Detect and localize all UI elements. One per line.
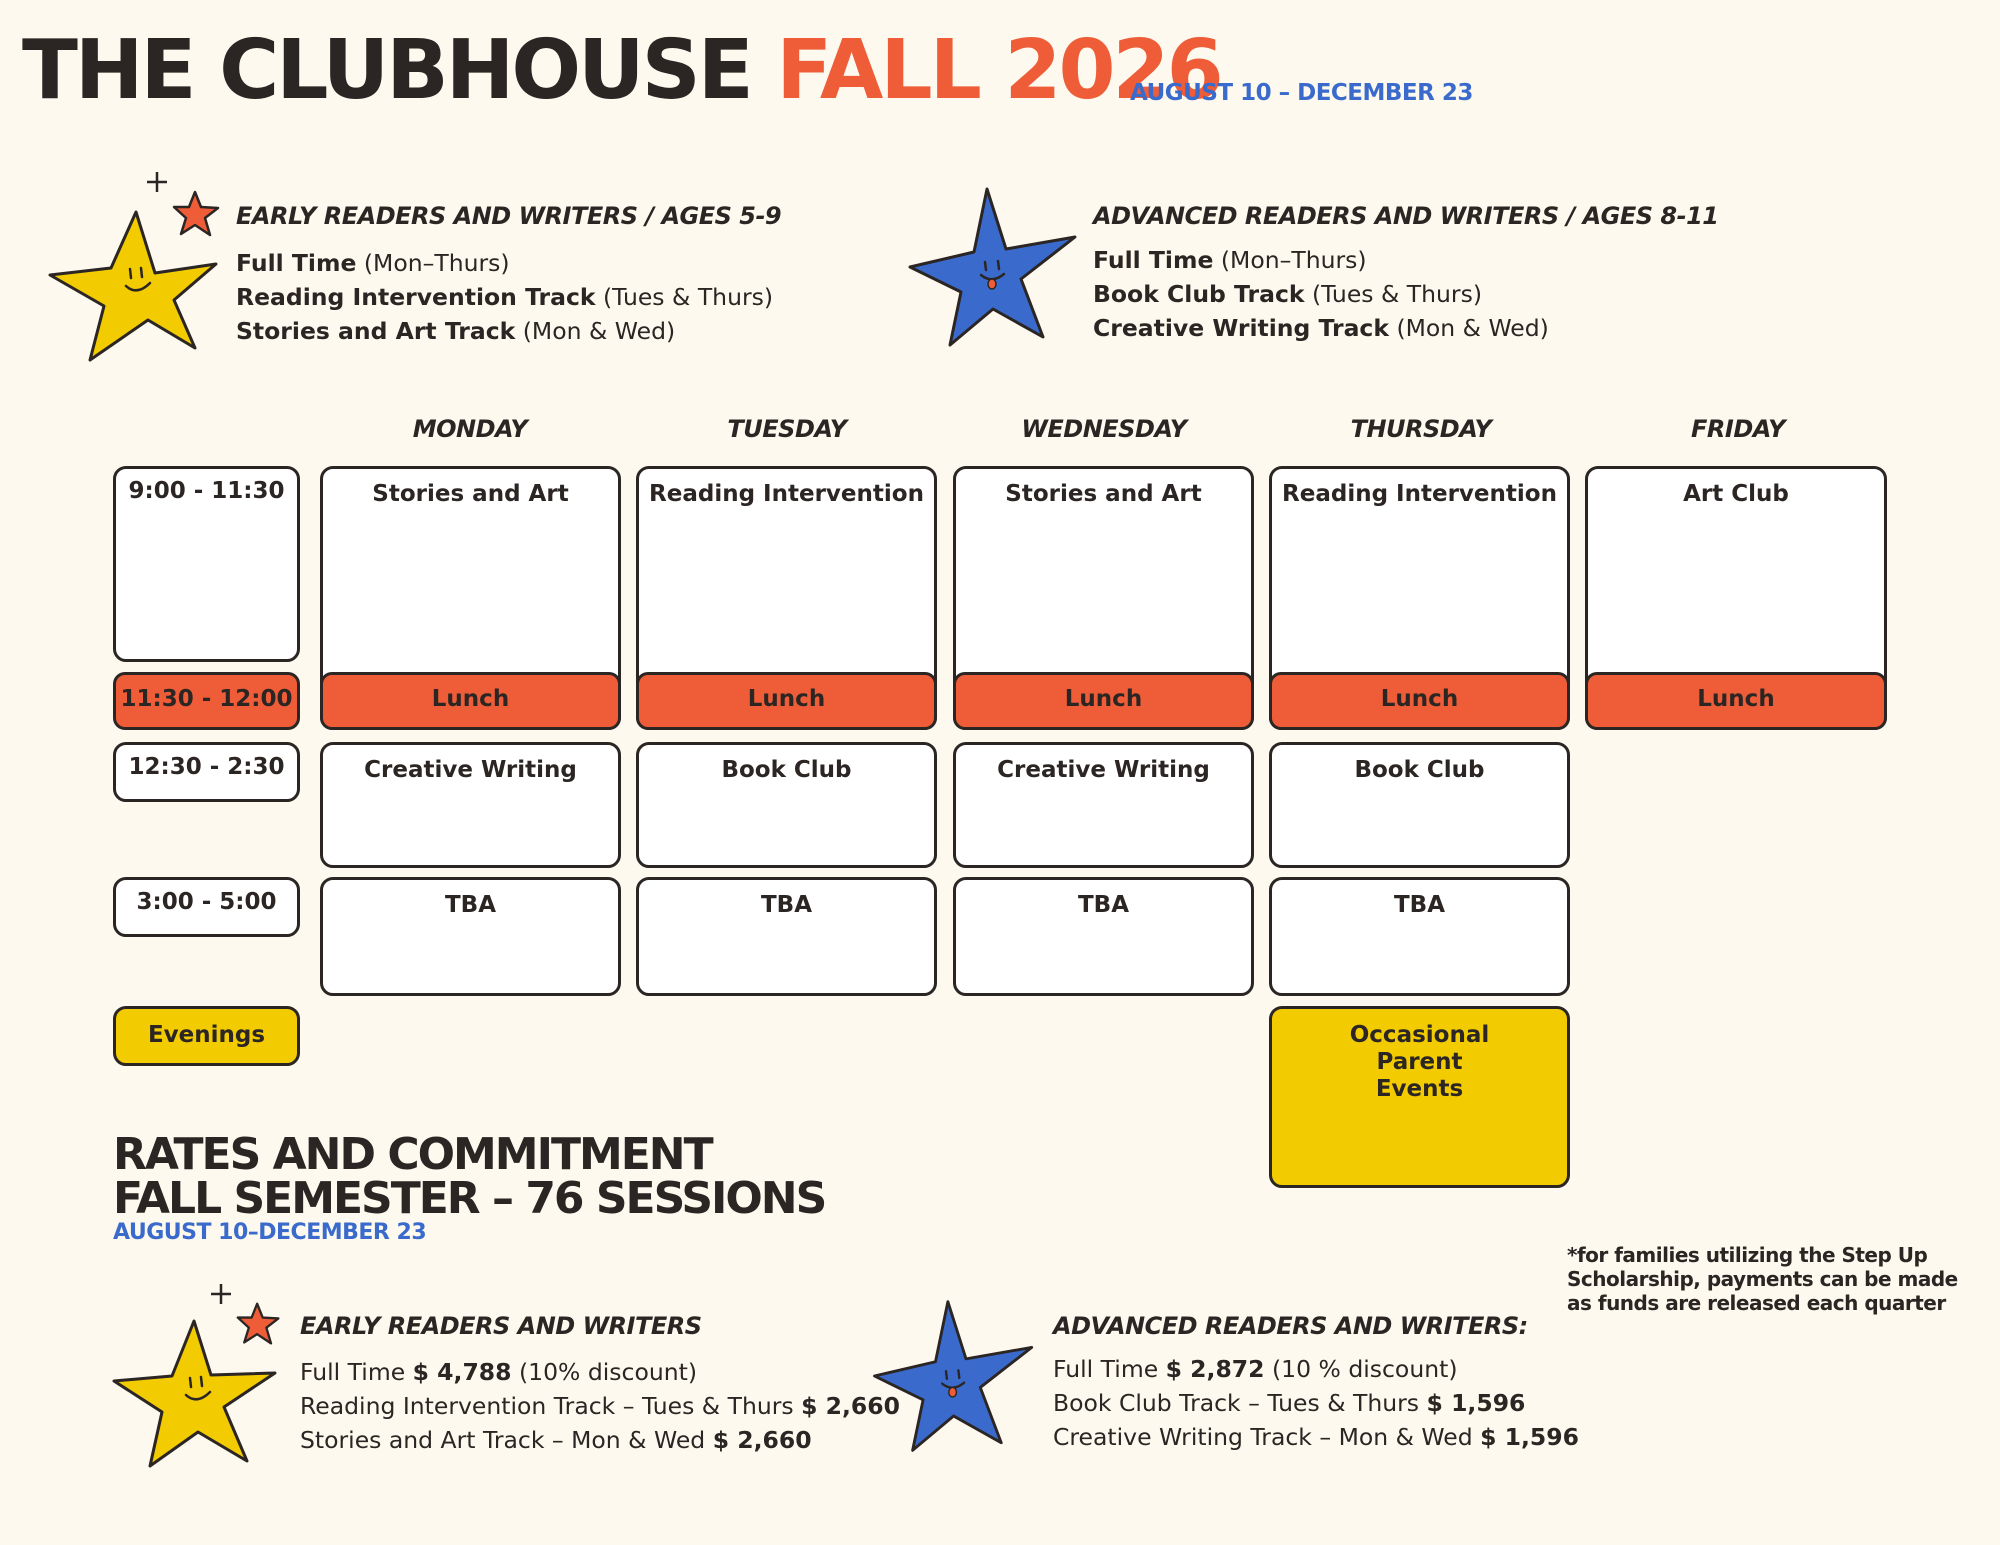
schedule-cell-wednesday-afternoon: Creative Writing (953, 742, 1254, 868)
list-item: Full Time (Mon–Thurs) (1093, 246, 1367, 274)
small-red-star-icon (234, 1300, 284, 1348)
schedule-cell-monday-late: TBA (320, 877, 621, 996)
schedule-cell-monday-lunch: Lunch (320, 672, 621, 730)
early-rates-title: EARLY READERS AND WRITERS (300, 1312, 702, 1340)
blue-star-icon (868, 1295, 1043, 1457)
rates-heading-line2: FALL SEMESTER – 76 SESSIONS (113, 1173, 826, 1224)
list-item: Creative Writing Track – Mon & Wed $ 1,596 (1053, 1423, 1579, 1451)
list-item: Reading Intervention Track (Tues & Thurs) (236, 283, 774, 311)
time-slot-lunch: 11:30 - 12:00 (113, 672, 300, 730)
sparkle-icon (145, 170, 169, 194)
semester-dates: AUGUST 10 – DECEMBER 23 (1130, 80, 1473, 106)
schedule-cell-friday-lunch: Lunch (1585, 672, 1887, 730)
parent-events-cell: Occasional Parent Events (1269, 1006, 1570, 1188)
day-header-wednesday: WEDNESDAY (1021, 415, 1187, 443)
day-header-thursday: THURSDAY (1350, 415, 1492, 443)
time-slot-afternoon: 12:30 - 2:30 (113, 742, 300, 802)
schedule-cell-tuesday-lunch: Lunch (636, 672, 937, 730)
list-item: Reading Intervention Track – Tues & Thurs $ 2,660 (300, 1392, 900, 1420)
list-item: Full Time (Mon–Thurs) (236, 249, 510, 277)
list-item: Book Club Track (Tues & Thurs) (1093, 280, 1483, 308)
sparkle-icon (209, 1282, 233, 1306)
advanced-program-title: ADVANCED READERS AND WRITERS / AGES 8-11 (1093, 202, 1719, 230)
list-item: Stories and Art Track – Mon & Wed $ 2,660 (300, 1426, 812, 1454)
list-item: Book Club Track – Tues & Thurs $ 1,596 (1053, 1389, 1526, 1417)
blue-star-icon (905, 182, 1085, 352)
rates-dates: AUGUST 10–DECEMBER 23 (113, 1220, 427, 1245)
schedule-cell-thursday-late: TBA (1269, 877, 1570, 996)
schedule-cell-friday-morning: Art Club (1585, 466, 1887, 730)
list-item: Full Time $ 2,872 (10 % discount) (1053, 1355, 1458, 1383)
schedule-cell-thursday-lunch: Lunch (1269, 672, 1570, 730)
schedule-cell-monday-morning: Stories and Art (320, 466, 621, 730)
list-item: Creative Writing Track (Mon & Wed) (1093, 314, 1549, 342)
early-program-title: EARLY READERS AND WRITERS / AGES 5-9 (236, 202, 782, 230)
schedule-cell-thursday-morning: Reading Intervention (1269, 466, 1570, 730)
advanced-rates-list (1053, 1352, 1579, 1454)
small-red-star-icon (170, 188, 224, 240)
schedule-cell-wednesday-lunch: Lunch (953, 672, 1254, 730)
time-slot-late: 3:00 - 5:00 (113, 877, 300, 937)
schedule-cell-tuesday-morning: Reading Intervention (636, 466, 937, 730)
early-program-list (236, 246, 773, 348)
early-rates-list (300, 1355, 900, 1457)
schedule-cell-tuesday-late: TBA (636, 877, 937, 996)
time-slot-morning: 9:00 - 11:30 (113, 466, 300, 662)
rates-heading (113, 1129, 826, 1224)
advanced-program-list (1093, 243, 1549, 345)
schedule-cell-wednesday-morning: Stories and Art (953, 466, 1254, 730)
title-accent: FALL 2026 (776, 23, 1221, 118)
title-main: THE CLUBHOUSE (22, 23, 751, 118)
day-header-monday: MONDAY (412, 415, 528, 443)
time-slot-evenings: Evenings (113, 1006, 300, 1066)
schedule-cell-tuesday-afternoon: Book Club (636, 742, 937, 868)
day-header-tuesday: TUESDAY (727, 415, 847, 443)
scholarship-footnote: *for families utilizing the Step Up Scholarship, payments can be made as funds are released each quarter (1567, 1243, 1958, 1315)
list-item: Full Time $ 4,788 (10% discount) (300, 1358, 698, 1386)
list-item: Stories and Art Track (Mon & Wed) (236, 317, 676, 345)
rates-heading-line1: RATES AND COMMITMENT (113, 1129, 712, 1180)
schedule-cell-monday-afternoon: Creative Writing (320, 742, 621, 868)
schedule-cell-thursday-afternoon: Book Club (1269, 742, 1570, 868)
schedule-cell-wednesday-late: TBA (953, 877, 1254, 996)
day-header-friday: FRIDAY (1691, 415, 1785, 443)
advanced-rates-title: ADVANCED READERS AND WRITERS: (1053, 1312, 1528, 1340)
page-title (22, 23, 1221, 118)
